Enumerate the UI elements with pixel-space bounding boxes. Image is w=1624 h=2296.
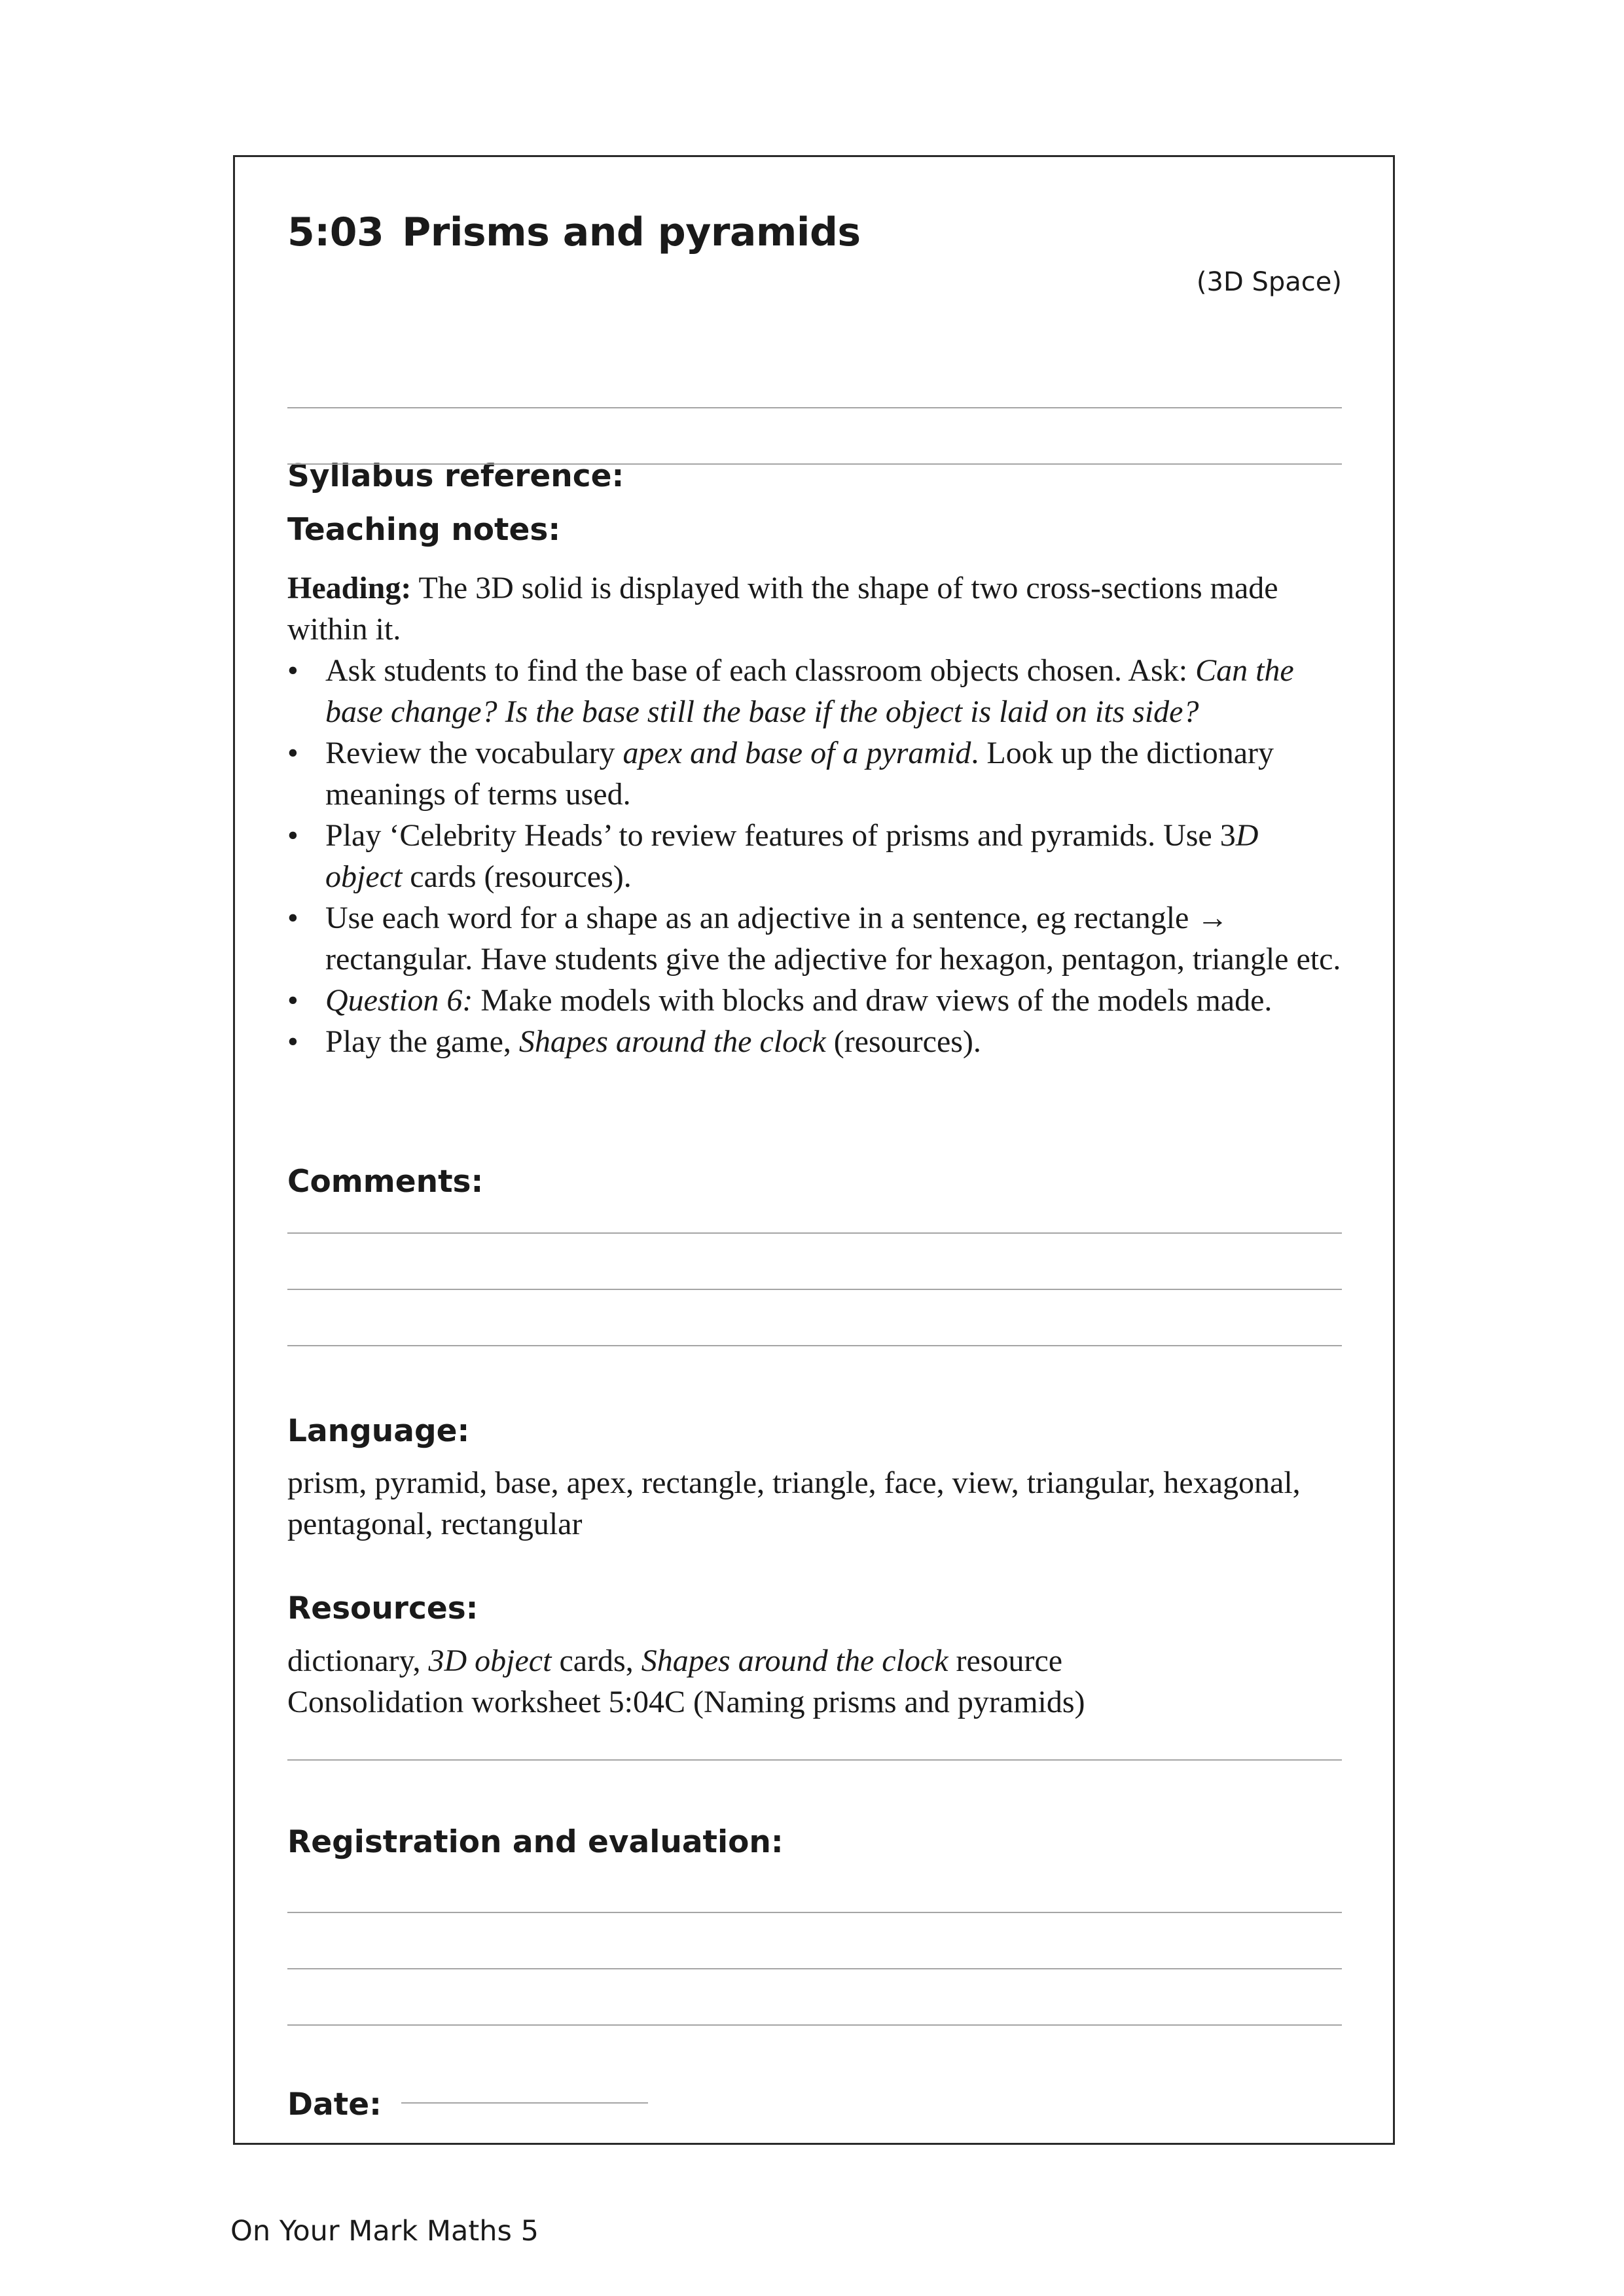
bullet-icon: • bbox=[287, 1024, 298, 1059]
resources-line bbox=[287, 1759, 1342, 1761]
resources-line-2: Consolidation worksheet 5:04C (Naming prisms and pyramids) bbox=[287, 1685, 1085, 1719]
list-item: • Ask students to find the base of each classroom objects chosen. Ask: Can the base change? Is the base still the base if the object is laid on its side? bbox=[287, 650, 1342, 732]
teacher-notes-page bbox=[233, 155, 1395, 2145]
comments-line-3 bbox=[287, 1345, 1342, 1346]
list-item: • Play the game, Shapes around the clock (resources). bbox=[287, 1021, 1342, 1062]
bullet-icon: • bbox=[287, 901, 298, 935]
registration-line-3 bbox=[287, 2024, 1342, 2026]
heading-note-label: Heading: bbox=[287, 571, 412, 605]
date-line bbox=[401, 2102, 648, 2104]
resources-heading: Resources: bbox=[287, 1590, 478, 1626]
heading-note-text: The 3D solid is displayed with the shape of two cross-sections made within it. bbox=[287, 571, 1278, 647]
list-item: • Play ‘Celebrity Heads’ to review features of prisms and pyramids. Use 3D object cards (resources). bbox=[287, 815, 1342, 897]
bullet-icon: • bbox=[287, 736, 298, 770]
page-title bbox=[287, 209, 861, 255]
comments-heading: Comments: bbox=[287, 1164, 484, 1200]
language-heading: Language: bbox=[287, 1413, 470, 1449]
list-item: • Review the vocabulary apex and base of a pyramid. Look up the dictionary meanings of terms used. bbox=[287, 732, 1342, 815]
heading-note bbox=[287, 567, 1342, 650]
bullet-icon: • bbox=[287, 983, 298, 1018]
bullet-icon: • bbox=[287, 818, 298, 853]
registration-line-1 bbox=[287, 1912, 1342, 1913]
comments-line-1 bbox=[287, 1232, 1342, 1234]
language-text: prism, pyramid, base, apex, rectangle, triangle, face, view, triangular, hexagonal, pentagonal, rectangular bbox=[287, 1465, 1301, 1541]
syllabus-heading: Syllabus reference: bbox=[287, 458, 624, 494]
date-label: Date: bbox=[287, 2087, 382, 2123]
section-title: Prisms and pyramids bbox=[402, 209, 861, 255]
resources-line-1: dictionary, 3D object cards, Shapes around the clock resource bbox=[287, 1643, 1063, 1678]
bullet-icon: • bbox=[287, 653, 298, 688]
registration-line-2 bbox=[287, 1968, 1342, 1969]
comments-line-2 bbox=[287, 1289, 1342, 1290]
list-item: • Question 6: Make models with blocks and draw views of the models made. bbox=[287, 980, 1342, 1021]
list-item: • Use each word for a shape as an adjective in a sentence, eg rectangle → rectangular. Have students give the adjective for hexagon, pentagon, triangle etc. bbox=[287, 897, 1342, 980]
section-number: 5:03 bbox=[287, 209, 384, 255]
syllabus-line-1 bbox=[287, 407, 1342, 408]
registration-heading: Registration and evaluation: bbox=[287, 1824, 784, 1860]
syllabus-line-2 bbox=[287, 463, 1342, 465]
teaching-notes-heading: Teaching notes: bbox=[287, 512, 561, 548]
strand-label: (3D Space) bbox=[1196, 267, 1342, 297]
page-footer: On Your Mark Maths 5 bbox=[230, 2215, 539, 2248]
teaching-notes-body bbox=[287, 567, 1342, 1062]
resources-text bbox=[287, 1640, 1342, 1723]
teaching-notes-list bbox=[287, 650, 1342, 1062]
page-content bbox=[287, 157, 1342, 2143]
